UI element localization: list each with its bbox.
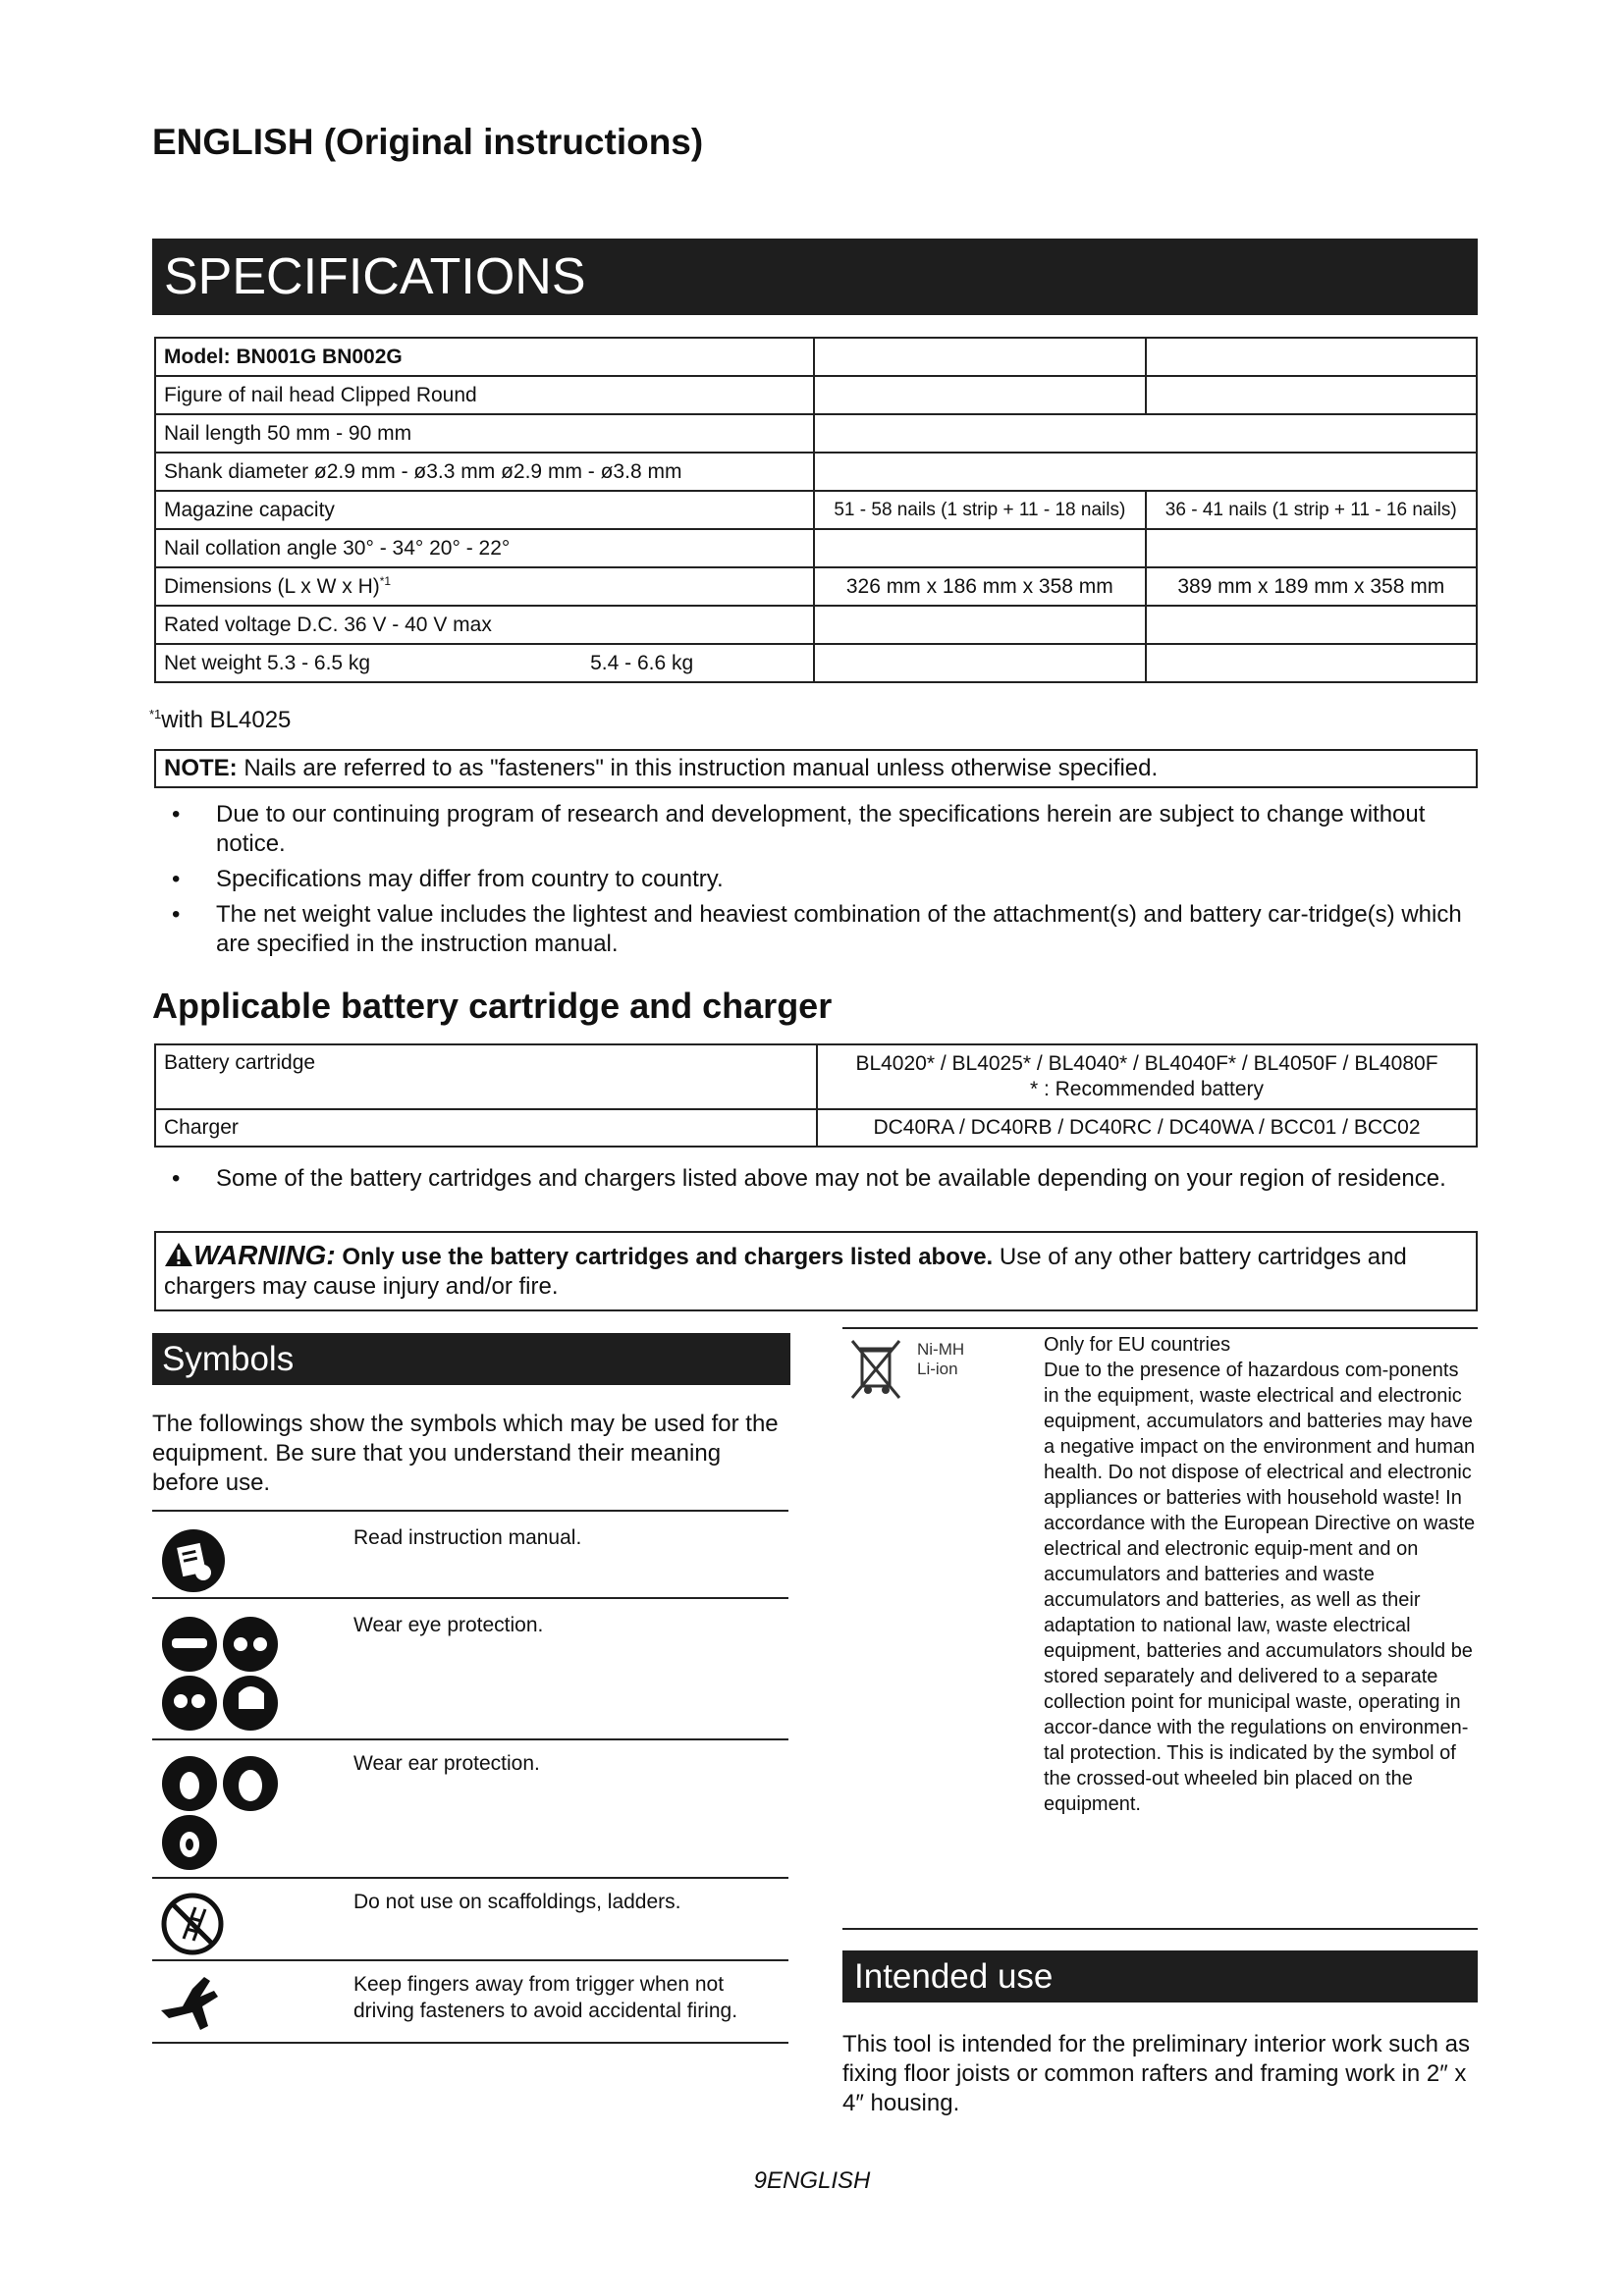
spec-cell bbox=[1146, 376, 1477, 414]
spec-cell bbox=[1146, 606, 1477, 644]
table-row bbox=[155, 491, 1477, 529]
battery-table bbox=[154, 1043, 1478, 1148]
intended-use-text: This tool is intended for the preliminary interior work such as fixing floor joists or common rafters and framing work in 2″ x 4″ housing. bbox=[842, 2031, 1470, 2116]
divider bbox=[152, 1510, 788, 1512]
spec-cell: 326 mm x 186 mm x 358 mm bbox=[814, 567, 1145, 606]
spec-cell bbox=[1146, 338, 1477, 376]
warning-word: WARNING: bbox=[193, 1240, 336, 1270]
spec-cell bbox=[814, 529, 1145, 567]
spec-label: Dimensions (L x W x H) bbox=[164, 575, 380, 598]
warning-text: Use of any other battery cartridges and chargers may cause injury and/or fire. bbox=[164, 1244, 1407, 1300]
spec-cell: Model: BN001G BN002G bbox=[155, 338, 814, 376]
spec-cell: Rated voltage D.C. 36 V - 40 V max bbox=[155, 606, 814, 644]
spec-bullets bbox=[154, 800, 1489, 965]
spec-cell bbox=[814, 414, 1477, 453]
eye-protection-icon bbox=[160, 1615, 282, 1733]
battery-heading: Applicable battery cartridge and charger bbox=[152, 986, 833, 1026]
spec-cell bbox=[155, 644, 814, 682]
battery-type-labels bbox=[917, 1340, 964, 1379]
note-box bbox=[154, 749, 1478, 788]
footnote-ref: *1 bbox=[379, 574, 392, 588]
no-ladder-icon bbox=[160, 1892, 225, 1956]
divider bbox=[152, 2042, 788, 2044]
warning-triangle-icon bbox=[164, 1242, 193, 1267]
spec-cell: 36 - 41 nails (1 strip + 11 - 16 nails) bbox=[1146, 491, 1477, 529]
list-item: • Some of the battery cartridges and chargers listed above may not be available depending on your region of residence. bbox=[154, 1164, 1489, 1194]
symbol-text: Wear ear protection. bbox=[353, 1752, 540, 1775]
divider bbox=[842, 1327, 1478, 1329]
battery-cartridge-list: BL4020* / BL4025* / BL4040* / BL4040F* / BL4050F / BL4080F bbox=[855, 1052, 1438, 1075]
divider bbox=[152, 1597, 788, 1599]
divider bbox=[842, 1928, 1478, 1930]
spec-label: Net weight 5.3 - 6.5 kg bbox=[164, 651, 371, 674]
spec-value-2: 5.4 - 6.6 kg bbox=[590, 651, 694, 674]
spec-cell bbox=[1146, 529, 1477, 567]
footnote-mark: *1 bbox=[149, 707, 162, 721]
table-row bbox=[155, 644, 1477, 682]
spec-cell: Figure of nail head Clipped Round bbox=[155, 376, 814, 414]
spec-cell: 51 - 58 nails (1 strip + 11 - 18 nails) bbox=[814, 491, 1145, 529]
table-row bbox=[155, 1044, 1477, 1109]
spec-cell bbox=[814, 644, 1145, 682]
specifications-banner: SPECIFICATIONS bbox=[152, 239, 1478, 315]
spec-cell bbox=[814, 606, 1145, 644]
spec-cell: 389 mm x 189 mm x 358 mm bbox=[1146, 567, 1477, 606]
specifications-table bbox=[154, 337, 1478, 683]
table-row bbox=[155, 376, 1477, 414]
manual-icon bbox=[160, 1527, 227, 1594]
spec-cell bbox=[814, 338, 1145, 376]
page-number: 9ENGLISH bbox=[753, 2167, 871, 2194]
table-row bbox=[155, 338, 1477, 376]
spec-cell bbox=[814, 376, 1145, 414]
warning-box bbox=[154, 1231, 1478, 1311]
spec-cell bbox=[1146, 644, 1477, 682]
symbol-text: Wear eye protection. bbox=[353, 1614, 544, 1636]
language-title: ENGLISH (Original instructions) bbox=[152, 122, 704, 162]
eu-body: Due to the presence of hazardous com-ponents in the equipment, waste electrical and electronic equipment, accumulators and batteries may have a negative impact on the environment and human health. Do not dispose of electrical and electronic appliances or batteries with household waste! In accordance with the European Directive on waste electrical and electronic equip-ment and on accumulators and batteries and waste accumulators and batteries, as well as their adaptation to national law, waste electrical equipment, batteries and accumulators should be stored separately and delivered to a separate collection point for municipal waste, operating in accor-dance with the regulations on environmen-tal protection. This is indicated by the symbol of the crossed-out wheeled bin placed on the equipment. bbox=[1044, 1360, 1476, 1815]
divider bbox=[152, 1738, 788, 1740]
symbol-text: Keep fingers away from trigger when not driving fasteners to avoid accidental firing. bbox=[353, 1973, 738, 2022]
footnote bbox=[149, 707, 291, 734]
spec-cell: Nail collation angle 30° - 34° 20° - 22° bbox=[155, 529, 814, 567]
list-item: • The net weight value includes the lightest and heaviest combination of the attachment(s) and battery car-tridge(s) which are specified in the instruction manual. bbox=[154, 900, 1489, 959]
symbols-intro: The followings show the symbols which may be used for the equipment. Be sure that you understand their meaning before use. bbox=[152, 1411, 779, 1496]
divider bbox=[152, 1877, 788, 1879]
table-row bbox=[155, 567, 1477, 606]
table-row bbox=[155, 453, 1477, 491]
symbol-text: Do not use on scaffoldings, ladders. bbox=[353, 1891, 681, 1913]
note-text: Nails are referred to as "fasteners" in this instruction manual unless otherwise specified. bbox=[237, 755, 1159, 781]
note-label: NOTE: bbox=[164, 755, 238, 781]
table-row bbox=[155, 1109, 1477, 1147]
intended-use-banner: Intended use bbox=[842, 1950, 1478, 2002]
charger-label: Charger bbox=[155, 1109, 817, 1147]
spec-cell bbox=[814, 453, 1477, 491]
spec-cell: Shank diameter ø2.9 mm - ø3.3 mm ø2.9 mm - ø3.8 mm bbox=[155, 453, 814, 491]
warning-bold: Only use the battery cartridges and chargers listed above. bbox=[335, 1244, 994, 1270]
spec-cell: Nail length 50 mm - 90 mm bbox=[155, 414, 814, 453]
symbols-banner: Symbols bbox=[152, 1333, 790, 1385]
charger-value: DC40RA / DC40RB / DC40RC / DC40WA / BCC01 / BCC02 bbox=[817, 1109, 1477, 1147]
ear-protection-icon bbox=[160, 1754, 282, 1872]
battery-type-liion: Li-ion bbox=[917, 1360, 958, 1378]
battery-type-nimh: Ni-MH bbox=[917, 1340, 965, 1359]
list-item: • Due to our continuing program of research and development, the specifications herein are subject to change without notice. bbox=[154, 800, 1489, 859]
spec-cell bbox=[155, 567, 814, 606]
table-row bbox=[155, 606, 1477, 644]
recommended-note: * : Recommended battery bbox=[1029, 1078, 1265, 1100]
crossed-out-bin-icon bbox=[846, 1335, 905, 1402]
battery-bullets bbox=[154, 1164, 1489, 1200]
table-row bbox=[155, 414, 1477, 453]
footnote-text: with BL4025 bbox=[161, 707, 292, 733]
finger-trigger-icon bbox=[157, 1971, 230, 2036]
battery-value bbox=[817, 1044, 1477, 1109]
list-item: • Specifications may differ from country to country. bbox=[154, 865, 1489, 894]
spec-cell: Magazine capacity bbox=[155, 491, 814, 529]
symbol-text: Read instruction manual. bbox=[353, 1526, 582, 1549]
battery-label: Battery cartridge bbox=[155, 1044, 817, 1109]
eu-disposal-text bbox=[1044, 1332, 1476, 1817]
table-row bbox=[155, 529, 1477, 567]
divider bbox=[152, 1959, 788, 1961]
eu-title: Only for EU countries bbox=[1044, 1334, 1231, 1356]
